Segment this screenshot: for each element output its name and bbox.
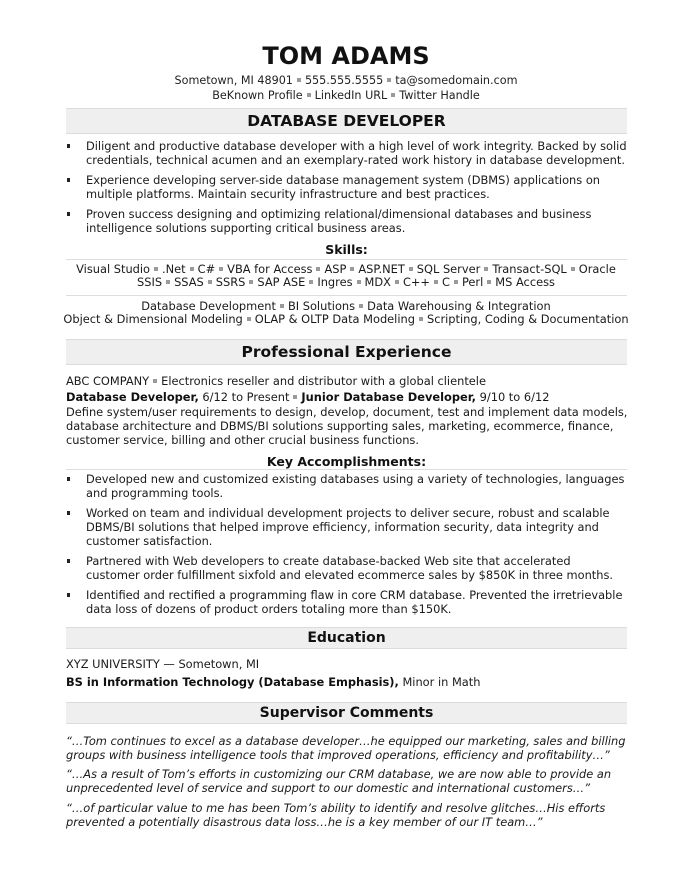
separator-square-icon [309, 280, 313, 284]
accomplishment-bullet: Worked on team and individual development projects to deliver secure, robust and scalable DBMS/BI solutions that helped improve efficiency, information security, data integrity and customer satisfaction. [66, 506, 627, 548]
supervisor-quote: “…As a result of Tom’s efforts in customizing our CRM database, we are now able to provide an unprecedented level of service and support to our domestic and international customers…” [66, 767, 612, 795]
contact-address: Sometown, MI 48901 [174, 74, 293, 87]
accomplishment-bullet: Developed new and customized existing databases using a variety of technologies, languages and programming tools. [66, 472, 627, 500]
twitter-handle: Twitter Handle [399, 89, 480, 102]
technical-skills-line-1: Visual Studio .Net C# VBA for Access ASP ASP.NET SQL Server Transact-SQL Oracle [76, 262, 616, 276]
summary-list [66, 139, 627, 241]
supervisor-quote: “…of particular value to me has been Tom’s ability to identify and resolve glitches…His efforts prevented a potentially disastrous data loss…he is a key member of our IT team…” [66, 801, 606, 829]
bullet-icon [67, 477, 70, 481]
separator-square-icon [316, 267, 320, 271]
candidate-name: TOM ADAMS [262, 42, 430, 70]
bullet-icon [67, 593, 70, 597]
separator-square-icon [487, 280, 491, 284]
technical-skills-line-2: SSIS SSAS SSRS SAP ASE Ingres MDX C++ C Perl MS Access [137, 275, 555, 289]
linkedin-url: LinkedIn URL [314, 89, 388, 102]
role-title: Database Developer, [66, 390, 199, 404]
separator-square-icon [297, 78, 301, 82]
separator-square-icon [249, 280, 253, 284]
beknown-profile: BeKnown Profile [212, 89, 303, 102]
school-line: XYZ UNIVERSITY — Sometown, MI [66, 657, 260, 671]
separator-square-icon [357, 280, 361, 284]
separator-square-icon [419, 317, 423, 321]
separator-square-icon [434, 280, 438, 284]
separator-square-icon [484, 267, 488, 271]
supervisor-quote: “…Tom continues to excel as a database developer…he equipped our marketing, sales and billing groups with business intelligence tools that improved operations, efficiency and profitability…” [66, 734, 626, 762]
separator-square-icon [153, 379, 157, 383]
company-name: ABC COMPANY [66, 374, 150, 388]
company-line [66, 374, 631, 388]
contact-line-2 [0, 89, 692, 103]
separator-square-icon [219, 267, 223, 271]
accomplishment-bullet: Identified and rectified a programming flaw in core CRM database. Prevented the irretrievable data loss of dozens of product orders totaling more than $150K. [66, 588, 627, 616]
role-title: Junior Database Developer, [301, 390, 476, 404]
contact-line-1 [0, 74, 692, 88]
bullet-icon [67, 511, 70, 515]
separator-square-icon [190, 267, 194, 271]
competencies-line-2: Object & Dimensional Modeling OLAP & OLTP Data Modeling Scripting, Coding & Documentation [63, 312, 629, 326]
summary-bullet: Diligent and productive database developer with a high level of work integrity. Backed by solid credentials, technical acumen and an exemplary-rated work history in database development. [66, 139, 627, 167]
divider [66, 295, 627, 296]
separator-square-icon [409, 267, 413, 271]
competencies-line-1: Database Development BI Solutions Data Warehousing & Integration [141, 299, 551, 313]
degree: BS in Information Technology (Database Emphasis), [66, 675, 399, 689]
company-description: Electronics reseller and distributor with a global clientele [161, 374, 486, 388]
roles-line [66, 390, 631, 404]
accomplishment-bullet: Partnered with Web developers to create database-backed Web site that accelerated customer order fulfillment sixfold and elevated ecommerce sales by $850K in three months. [66, 554, 627, 582]
summary-bullet: Experience developing server-side database management system (DBMS) applications on multiple platforms. Maintain security infrastructure and best practices. [66, 173, 627, 201]
divider [66, 469, 627, 470]
degree-line [66, 675, 631, 689]
section-header-comments: Supervisor Comments [66, 702, 627, 724]
contact-phone: 555.555.5555 [304, 74, 384, 87]
section-header-title: DATABASE DEVELOPER [66, 108, 627, 134]
bullet-icon [67, 212, 70, 216]
separator-square-icon [387, 78, 391, 82]
summary-bullet: Proven success designing and optimizing relational/dimensional databases and business intelligence solutions supporting critical business areas. [66, 207, 627, 235]
divider [66, 259, 627, 260]
role-description: Define system/user requirements to design, develop, document, test and implement data models, database architecture and DBMS/BI solutions supporting sales, marketing, ecommerce, finance, customer service, billing and other crucial business functions. [66, 405, 628, 447]
contact-email: ta@somedomain.com [395, 74, 518, 87]
separator-square-icon [571, 267, 575, 271]
bullet-icon [67, 559, 70, 563]
separator-square-icon [395, 280, 399, 284]
section-header-experience: Professional Experience [66, 339, 627, 365]
section-header-education: Education [66, 627, 627, 649]
skills-heading: Skills: [325, 242, 368, 257]
separator-square-icon [293, 395, 297, 399]
separator-square-icon [391, 93, 395, 97]
accomplishments-heading: Key Accomplishments: [266, 454, 427, 469]
accomplishments-list [66, 472, 627, 622]
separator-square-icon [247, 317, 251, 321]
separator-square-icon [359, 304, 363, 308]
separator-square-icon [154, 267, 158, 271]
role-dates: 6/12 to Present [202, 390, 290, 404]
bullet-icon [67, 178, 70, 182]
role-dates: 9/10 to 6/12 [479, 390, 550, 404]
separator-square-icon [166, 280, 170, 284]
bullet-icon [67, 144, 70, 148]
separator-square-icon [307, 93, 311, 97]
separator-square-icon [454, 280, 458, 284]
separator-square-icon [350, 267, 354, 271]
separator-square-icon [280, 304, 284, 308]
minor: Minor in Math [402, 675, 481, 689]
separator-square-icon [208, 280, 212, 284]
